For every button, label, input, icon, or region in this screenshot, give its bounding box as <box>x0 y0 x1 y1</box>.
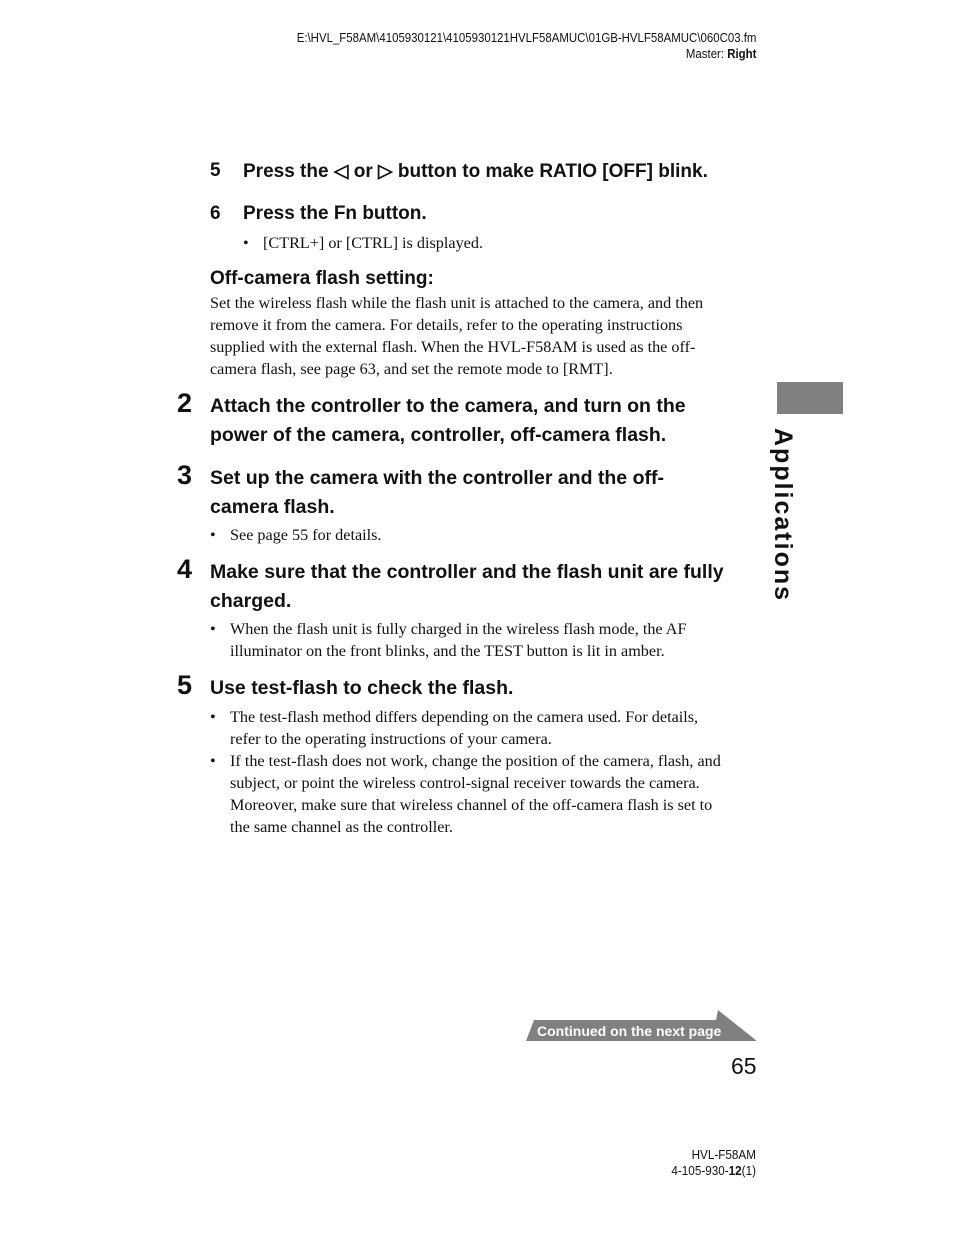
code-suffix: (1) <box>741 1163 756 1178</box>
footer <box>671 1147 756 1179</box>
substep-number: 6 <box>210 203 221 224</box>
page-number: 65 <box>731 1053 757 1079</box>
substep-number: 5 <box>210 160 221 181</box>
paragraph-line: remove it from the camera. For details, refer to the operating instructions <box>210 316 683 334</box>
bullet-line: When the flash unit is fully charged in the wireless flash mode, the AF <box>230 620 687 638</box>
bullet-line: the same channel as the controller. <box>230 818 453 836</box>
bullet-line: Moreover, make sure that wireless channel of the off-camera flash is set to <box>230 796 713 814</box>
step-title-line: camera flash. <box>210 496 335 518</box>
step-number: 2 <box>177 388 193 418</box>
continued-banner <box>526 1010 758 1047</box>
paragraph-line: supplied with the external flash. When the HVL-F58AM is used as the off- <box>210 338 696 356</box>
step-2-title <box>210 392 770 450</box>
bullet-text: [CTRL+] or [CTRL] is displayed. <box>263 234 483 252</box>
step-title-line: Use test-flash to check the flash. <box>210 677 514 699</box>
step-number: 4 <box>177 554 193 584</box>
step-title-line: Make sure that the controller and the flash unit are fully <box>210 561 724 583</box>
continued-arrow-shape <box>526 1010 758 1042</box>
step-title-line: Attach the controller to the camera, and turn on the <box>210 395 686 417</box>
paragraph-line: camera flash, see page 63, and set the remote mode to [RMT]. <box>210 360 613 378</box>
code-bold: 12 <box>728 1163 742 1178</box>
step-number: 3 <box>177 460 193 490</box>
file-path: E:\HVL_F58AM\4105930121\4105930121HVLF58AMUC\01GB-HVLF58AMUC\060C03.fm <box>296 30 756 45</box>
master-line <box>296 46 756 62</box>
continued-label: Continued on the next page <box>537 1023 722 1039</box>
bullet-mark: • <box>243 234 249 252</box>
bullet-mark: • <box>210 708 216 726</box>
off-camera-paragraph <box>210 292 770 380</box>
master-label: Master: <box>685 46 727 61</box>
bullet-line: If the test-flash does not work, change the position of the camera, flash, and <box>230 752 721 770</box>
step-3-bullet <box>210 524 770 546</box>
step-3-title <box>210 464 770 522</box>
section-tab-label: Applications <box>769 428 797 603</box>
substep-6-bullet <box>243 232 763 254</box>
bullet-line: The test-flash method differs depending on the camera used. For details, <box>230 708 699 726</box>
bullet-text: See page 55 for details. <box>230 526 382 544</box>
section-tab <box>777 382 843 414</box>
step-4-bullet <box>210 618 770 662</box>
substep-text: Press the Fn button. <box>243 203 427 224</box>
substep-text: Press the ◁ or ▷ button to make RATIO [OFF] blink. <box>243 161 708 182</box>
step-5-title <box>210 674 770 703</box>
step-number: 5 <box>177 670 193 700</box>
footer-code <box>671 1163 756 1179</box>
step-5-bullet-1 <box>210 706 770 750</box>
code-prefix: 4-105-930- <box>671 1163 729 1178</box>
bullet-line: refer to the operating instructions of your camera. <box>230 730 552 748</box>
step-title-line: charged. <box>210 590 292 612</box>
step-title-line: Set up the camera with the controller and the off- <box>210 467 664 489</box>
off-camera-heading: Off-camera flash setting: <box>210 268 434 289</box>
bullet-line: illuminator on the front blinks, and the TEST button is lit in amber. <box>230 642 665 660</box>
bullet-mark: • <box>210 526 216 544</box>
footer-model: HVL-F58AM <box>691 1147 756 1162</box>
file-path-header <box>296 30 756 62</box>
step-title-line: power of the camera, controller, off-camera flash. <box>210 424 667 446</box>
paragraph-line: Set the wireless flash while the flash unit is attached to the camera, and then <box>210 294 704 312</box>
bullet-mark: • <box>210 752 216 770</box>
step-5-bullet-2 <box>210 750 770 838</box>
bullet-mark: • <box>210 620 216 638</box>
bullet-line: subject, or point the wireless control-signal receiver towards the camera. <box>230 774 700 792</box>
step-4-title <box>210 558 770 616</box>
master-value: Right <box>726 46 756 61</box>
